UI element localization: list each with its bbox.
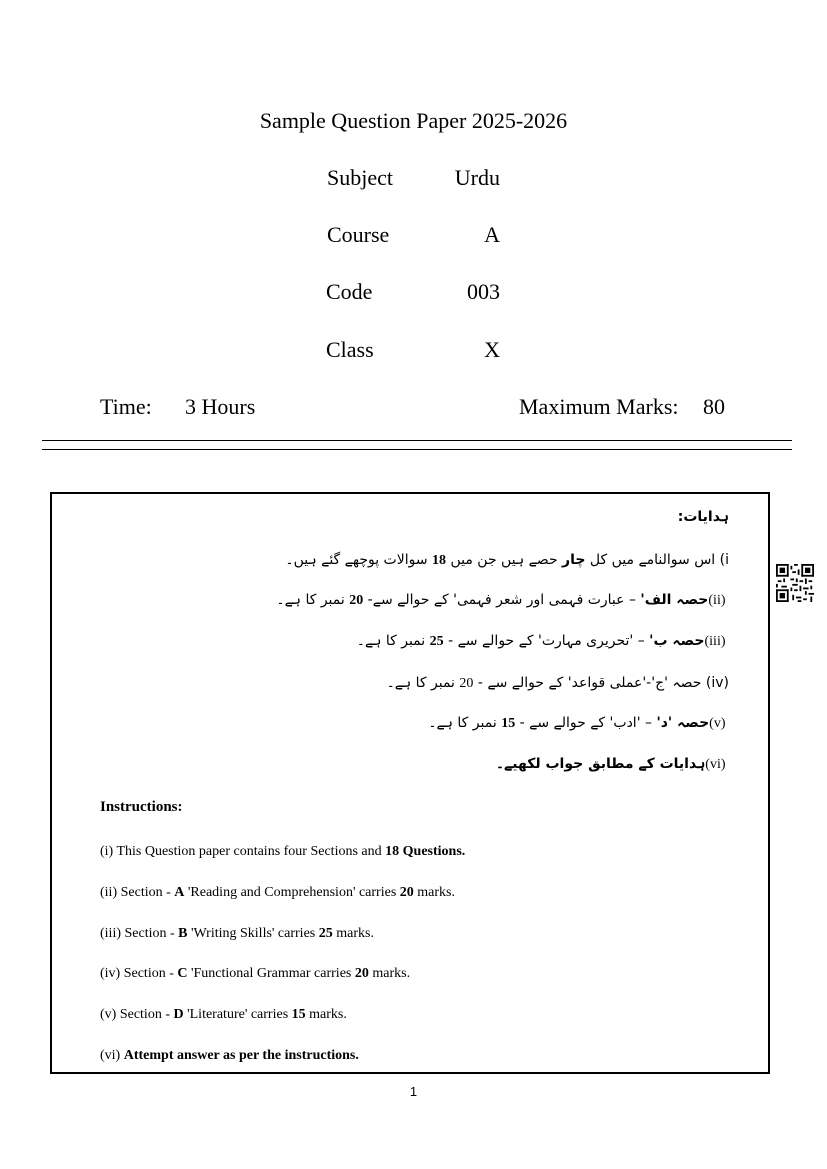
time-value: 3 Hours xyxy=(185,394,256,419)
urdu-instructions-heading: ہدایات: xyxy=(677,509,729,525)
course-value: A xyxy=(484,222,500,247)
max-marks-label: Maximum Marks: xyxy=(519,394,679,419)
class-value: X xyxy=(484,337,500,362)
urdu-instruction-5: (v) حصہ 'د' – 'ادب' کے حوالے سے - 15 نمبر کا ہے۔ xyxy=(428,715,729,731)
english-instruction-6: (vi) Attempt answer as per the instructions. xyxy=(100,1048,359,1063)
subject-value: Urdu xyxy=(454,165,500,190)
urdu-instruction-4: (iv) حصہ 'ج'-'عملی قواعد' کے حوالے سے - 20 نمبر کا ہے۔ xyxy=(386,675,729,691)
english-instruction-3: (iii) Section - B 'Writing Skills' carries 25 marks. xyxy=(100,926,374,941)
class-label: Class xyxy=(326,337,374,362)
header-divider-top xyxy=(42,440,792,441)
english-instructions-heading: Instructions: xyxy=(100,799,183,815)
page-number: 1 xyxy=(409,1084,418,1099)
urdu-instruction-2: (ii) حصہ الف' – عبارت فہمی اور شعر فہمی' کے حوالے سے- 20 نمبر کا ہے۔ xyxy=(276,592,729,608)
course-label: Course xyxy=(327,222,390,247)
code-value: 003 xyxy=(467,279,500,304)
english-instruction-4: (iv) Section - C 'Functional Grammar carries 20 marks. xyxy=(100,966,411,981)
paper-title: Sample Question Paper 2025-2026 xyxy=(259,108,568,133)
code-label: Code xyxy=(326,279,373,304)
max-marks-value: 80 xyxy=(703,394,725,419)
english-instruction-2: (ii) Section - A 'Reading and Comprehension' carries 20 marks. xyxy=(100,885,455,900)
time-label: Time: xyxy=(100,394,152,419)
english-instruction-1: (i) This Question paper contains four Sections and 18 Questions. xyxy=(100,844,466,859)
english-instruction-5: (v) Section - D 'Literature' carries 15 marks. xyxy=(100,1007,347,1022)
urdu-instruction-3: (iii) حصہ ب' – 'تحریری مہارت' کے حوالے سے - 25 نمبر کا ہے۔ xyxy=(356,633,729,649)
header-divider-bottom xyxy=(42,449,792,450)
urdu-instruction-1: i) اس سوالنامے میں کل چار حصے ہیں جن میں 18 سوالات پوچھے گئے ہیں۔ xyxy=(285,552,729,568)
urdu-instruction-6: (vi) ہدایات کے مطابق جواب لکھیے۔ xyxy=(495,756,729,772)
qr-code-icon xyxy=(776,564,814,602)
subject-label: Subject xyxy=(327,165,393,190)
instructions-box xyxy=(50,492,770,1074)
